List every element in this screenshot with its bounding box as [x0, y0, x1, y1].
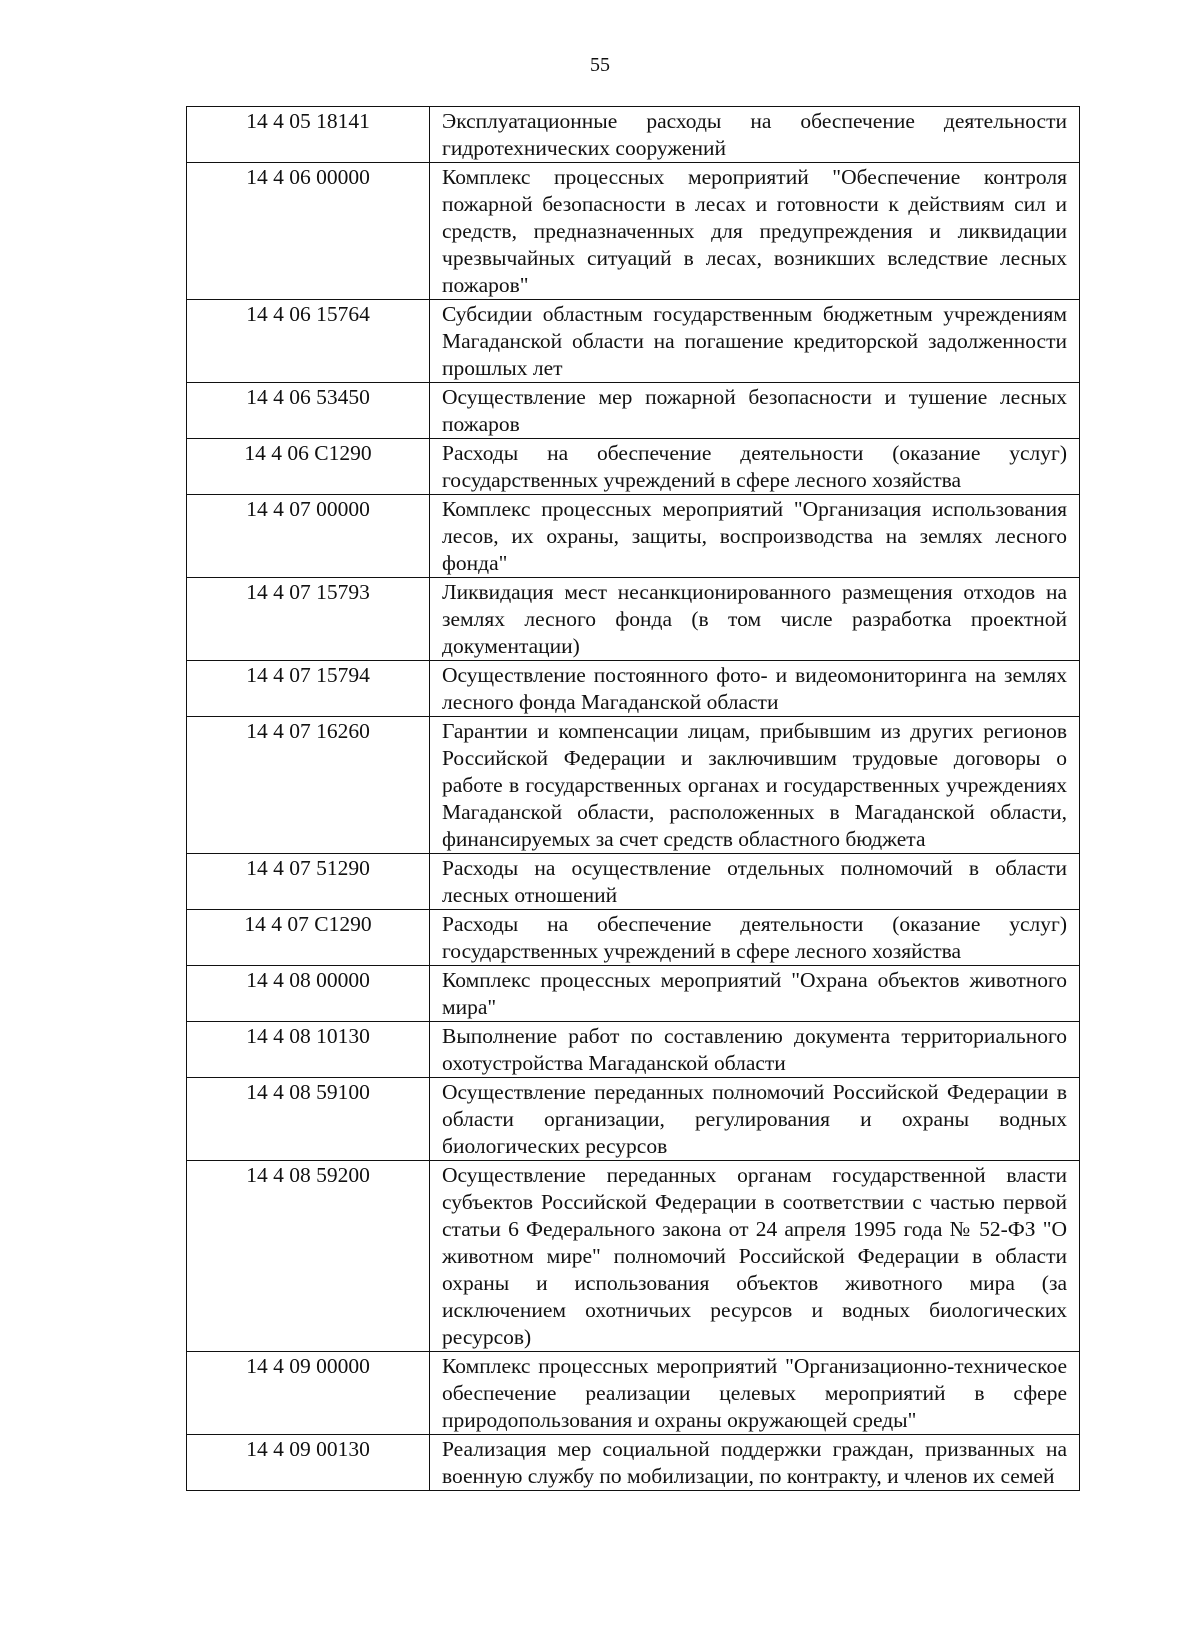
code-cell: 14 4 08 59100	[187, 1078, 430, 1161]
table-row	[187, 1022, 1080, 1078]
code-cell: 14 4 06 С1290	[187, 439, 430, 495]
code-cell: 14 4 07 00000	[187, 495, 430, 578]
table-row	[187, 1352, 1080, 1435]
code-cell: 14 4 07 16260	[187, 717, 430, 854]
table-row	[187, 439, 1080, 495]
table-row	[187, 1435, 1080, 1491]
table-row	[187, 578, 1080, 661]
description-cell: Осуществление мер пожарной безопасности и тушение лесных пожаров	[430, 383, 1080, 439]
table-row	[187, 717, 1080, 854]
description-cell: Выполнение работ по составлению документа территориального охотустройства Магаданской области	[430, 1022, 1080, 1078]
table-row	[187, 1161, 1080, 1352]
table-row	[187, 1078, 1080, 1161]
table-row	[187, 966, 1080, 1022]
table-row	[187, 300, 1080, 383]
description-cell: Осуществление переданных органам государственной власти субъектов Российской Федерации в соответствии с частью первой статьи 6 Федерального закона от 24 апреля 1995 года № 52-ФЗ "О животном мире" полномочий Российской Федерации в области охраны и использования объектов животного мира (за исключением охотничьих ресурсов и водных биологических ресурсов)	[430, 1161, 1080, 1352]
table-row	[187, 661, 1080, 717]
description-cell: Субсидии областным государственным бюджетным учреждениям Магаданской области на погашение кредиторской задолженности прошлых лет	[430, 300, 1080, 383]
budget-codes-table	[186, 106, 1080, 1491]
description-cell: Реализация мер социальной поддержки граждан, призванных на военную службу по мобилизации, по контракту, и членов их семей	[430, 1435, 1080, 1491]
description-cell: Комплекс процессных мероприятий "Обеспечение контроля пожарной безопасности в лесах и готовности к действиям сил и средств, предназначенных для предупреждения и ликвидации чрезвычайных ситуаций в лесах, возникших вследствие лесных пожаров"	[430, 163, 1080, 300]
description-cell: Комплекс процессных мероприятий "Охрана объектов животного мира"	[430, 966, 1080, 1022]
code-cell: 14 4 07 51290	[187, 854, 430, 910]
description-cell: Ликвидация мест несанкционированного размещения отходов на землях лесного фонда (в том числе разработка проектной документации)	[430, 578, 1080, 661]
description-cell: Комплекс процессных мероприятий "Организационно-техническое обеспечение реализации целевых мероприятий в сфере природопользования и охраны окружающей среды"	[430, 1352, 1080, 1435]
code-cell: 14 4 06 00000	[187, 163, 430, 300]
description-cell: Расходы на обеспечение деятельности (оказание услуг) государственных учреждений в сфере лесного хозяйства	[430, 910, 1080, 966]
code-cell: 14 4 05 18141	[187, 107, 430, 163]
description-cell: Комплекс процессных мероприятий "Организация использования лесов, их охраны, защиты, воспроизводства на землях лесного фонда"	[430, 495, 1080, 578]
description-cell: Расходы на осуществление отдельных полномочий в области лесных отношений	[430, 854, 1080, 910]
code-cell: 14 4 08 59200	[187, 1161, 430, 1352]
code-cell: 14 4 08 00000	[187, 966, 430, 1022]
table-row	[187, 495, 1080, 578]
description-cell: Осуществление постоянного фото- и видеомониторинга на землях лесного фонда Магаданской области	[430, 661, 1080, 717]
table-body	[187, 107, 1080, 1491]
code-cell: 14 4 07 15793	[187, 578, 430, 661]
description-cell: Осуществление переданных полномочий Российской Федерации в области организации, регулирования и охраны водных биологических ресурсов	[430, 1078, 1080, 1161]
code-cell: 14 4 07 С1290	[187, 910, 430, 966]
code-cell: 14 4 09 00000	[187, 1352, 430, 1435]
table-row	[187, 910, 1080, 966]
code-cell: 14 4 06 53450	[187, 383, 430, 439]
code-cell: 14 4 07 15794	[187, 661, 430, 717]
table-row	[187, 854, 1080, 910]
table-row	[187, 107, 1080, 163]
code-cell: 14 4 09 00130	[187, 1435, 430, 1491]
description-cell: Гарантии и компенсации лицам, прибывшим из других регионов Российской Федерации и заключившим трудовые договоры о работе в государственных органах и государственных учреждениях Магаданской области, расположенных в Магаданской области, финансируемых за счет средств областного бюджета	[430, 717, 1080, 854]
code-cell: 14 4 08 10130	[187, 1022, 430, 1078]
code-cell: 14 4 06 15764	[187, 300, 430, 383]
description-cell: Эксплуатационные расходы на обеспечение деятельности гидротехнических сооружений	[430, 107, 1080, 163]
table-row	[187, 163, 1080, 300]
table-row	[187, 383, 1080, 439]
description-cell: Расходы на обеспечение деятельности (оказание услуг) государственных учреждений в сфере лесного хозяйства	[430, 439, 1080, 495]
page-number: 55	[590, 54, 610, 76]
